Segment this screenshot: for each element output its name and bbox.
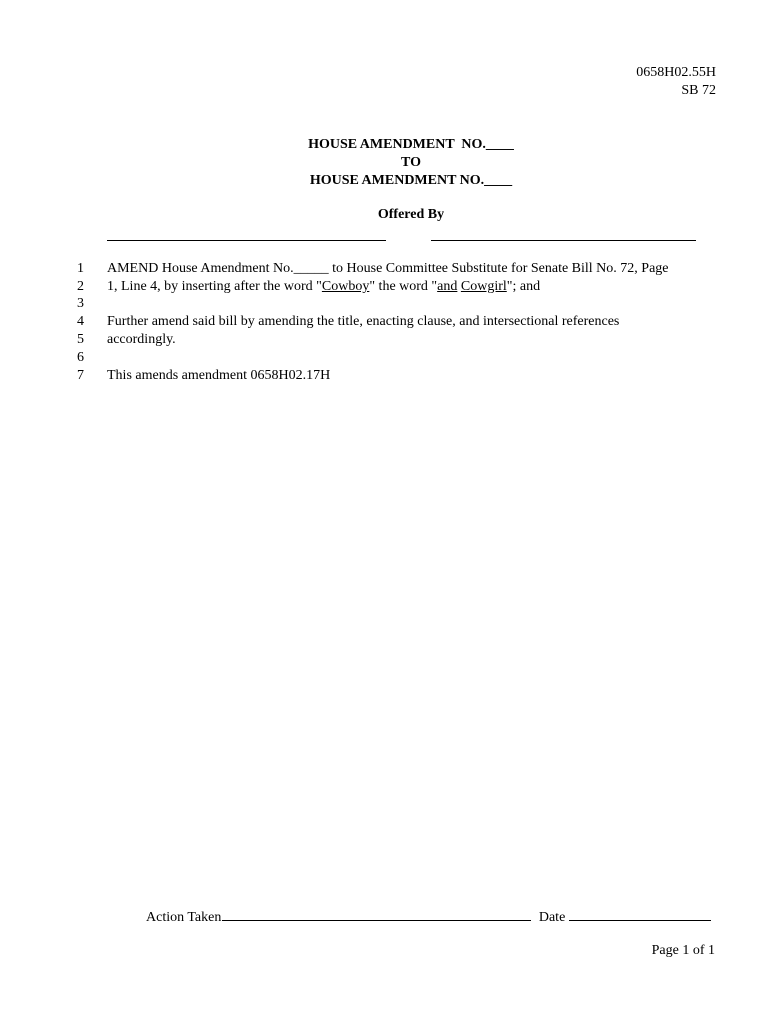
title-line-3: HOUSE AMENDMENT NO.____ — [309, 173, 513, 188]
date-field[interactable] — [569, 907, 711, 921]
line-number: 1 — [77, 261, 84, 276]
underlined-word: Cowgirl — [460, 279, 507, 294]
line-number: 3 — [77, 296, 84, 311]
page-number: Page 1 of 1 — [651, 943, 715, 958]
date-label: Date — [538, 910, 566, 925]
line-text-segment: " the word " — [369, 279, 438, 294]
body-line-3 — [0, 296, 770, 314]
amendment-title — [0, 136, 770, 190]
line-number: 2 — [77, 279, 84, 294]
underlined-word: and — [437, 279, 458, 294]
body-line-1 — [0, 261, 770, 279]
underlined-word: Cowboy — [321, 279, 370, 294]
line-text — [107, 279, 540, 295]
title-line-2: TO — [401, 155, 421, 170]
title-line-1: HOUSE AMENDMENT NO.____ — [308, 137, 514, 152]
body-line-6 — [0, 350, 770, 368]
line-text-segment: "; and — [506, 279, 541, 294]
line-text: AMEND House Amendment No._____ to House Committee Substitute for Senate Bill No. 72, Page — [107, 261, 669, 276]
body-line-2 — [0, 279, 770, 297]
line-text-segment: 1, Line 4, by inserting after the word " — [107, 279, 322, 294]
body-line-7 — [0, 368, 770, 386]
action-taken-field[interactable] — [222, 907, 531, 921]
offered-by-label: Offered By — [377, 207, 445, 222]
action-taken-row — [146, 907, 711, 926]
line-number: 4 — [77, 314, 84, 329]
line-number: 7 — [77, 368, 84, 383]
body-line-4 — [0, 314, 770, 332]
bill-number: SB 72 — [681, 83, 716, 98]
doc-number: 0658H02.55H — [636, 65, 716, 80]
line-number: 5 — [77, 332, 84, 347]
signature-line-right — [431, 240, 696, 241]
line-text: This amends amendment 0658H02.17H — [107, 368, 331, 383]
signature-line-left — [107, 240, 386, 241]
line-text: accordingly. — [107, 332, 176, 347]
document-identifier — [636, 64, 716, 100]
line-text: Further amend said bill by amending the title, enacting clause, and intersectional references — [107, 314, 620, 329]
line-number: 6 — [77, 350, 84, 365]
action-taken-label: Action Taken — [146, 910, 222, 925]
body-line-5 — [0, 332, 770, 350]
